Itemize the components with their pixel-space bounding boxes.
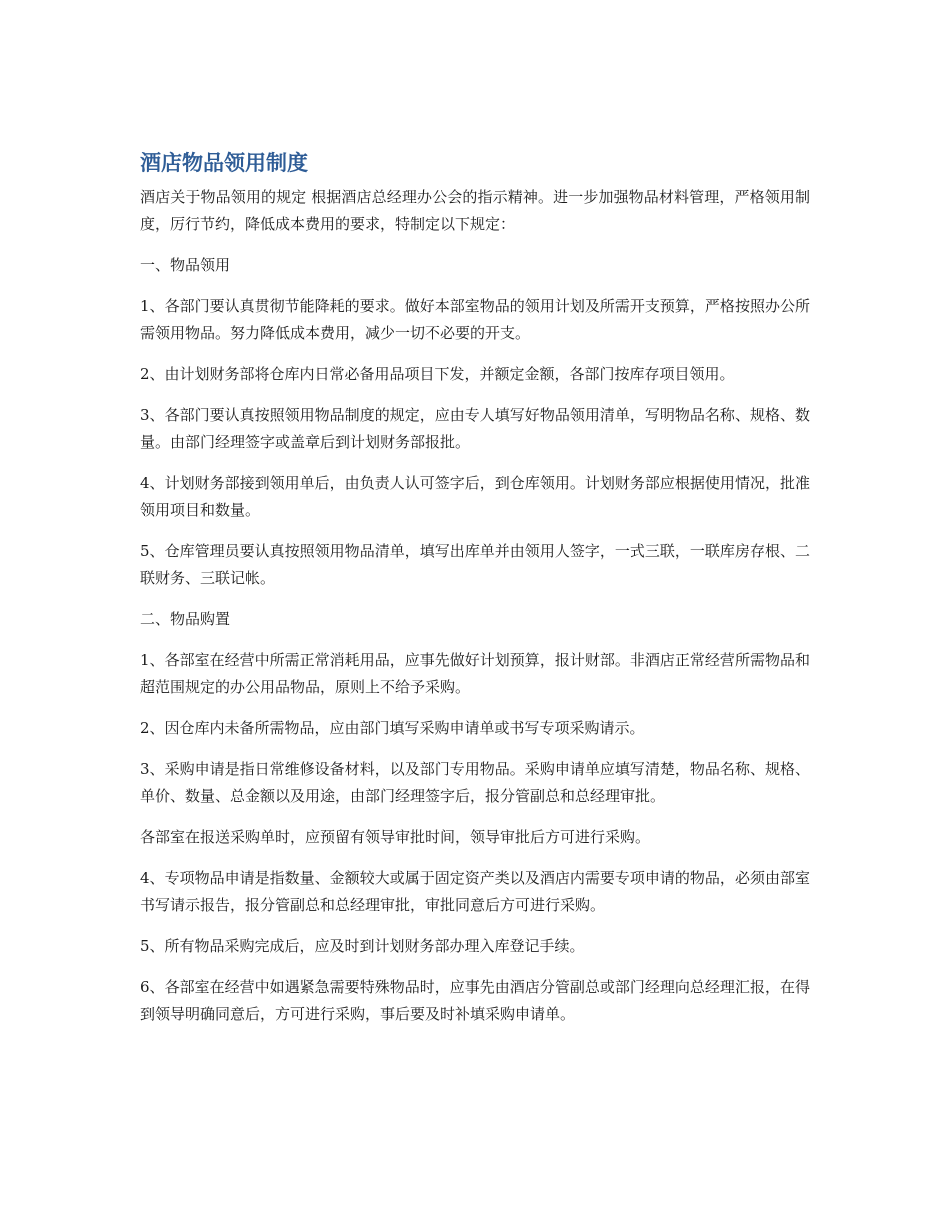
document-title: 酒店物品领用制度	[140, 151, 308, 175]
document-page	[140, 148, 810, 1042]
purchase-rule-4: 4、专项物品申请是指数量、金额较大或属于固定资产类以及酒店内需要专项申请的物品，必须由部室书写请示报告，报分管副总和总经理审批，审批同意后方可进行采购。	[140, 869, 810, 914]
collection-rule-5: 5、仓库管理员要认真按照领用物品清单，填写出库单并由领用人签字，一式三联，一联库房存根、二联财务、三联记帐。	[140, 542, 810, 587]
purchase-rule-3: 3、采购申请是指日常维修设备材料，以及部门专用物品。采购申请单应填写清楚，物品名称、规格、单价、数量、总金额以及用途，由部门经理签字后，报分管副总和总经理审批。	[140, 760, 810, 805]
section-heading-item-collection: 一、物品领用	[140, 256, 231, 274]
collection-rule-4: 4、计划财务部接到领用单后，由负责人认可签字后，到仓库领用。计划财务部应根据使用情况，批准领用项目和数量。	[140, 474, 810, 519]
intro-paragraph: 酒店关于物品领用的规定 根据酒店总经理办公会的指示精神。进一步加强物品材料管理，严格领用制度，厉行节约，降低成本费用的要求，特制定以下规定：	[140, 188, 810, 233]
collection-rule-3: 3、各部门要认真按照领用物品制度的规定，应由专人填写好物品领用清单，写明物品名称、规格、数量。由部门经理签字或盖章后到计划财务部报批。	[140, 406, 810, 451]
purchase-rule-5: 5、所有物品采购完成后，应及时到计划财务部办理入库登记手续。	[140, 937, 585, 955]
purchase-rule-1: 1、各部室在经营中所需正常消耗用品，应事先做好计划预算，报计财部。非酒店正常经营所需物品和超范围规定的办公用品物品，原则上不给予采购。	[140, 651, 810, 696]
purchase-rule-6: 6、各部室在经营中如遇紧急需要特殊物品时，应事先由酒店分管副总或部门经理向总经理汇报，在得到领导明确同意后，方可进行采购，事后要及时补填采购申请单。	[140, 978, 810, 1023]
collection-rule-1: 1、各部门要认真贯彻节能降耗的要求。做好本部室物品的领用计划及所需开支预算，严格按照办公所需领用物品。努力降低成本费用，减少一切不必要的开支。	[140, 297, 810, 342]
collection-rule-2: 2、由计划财务部将仓库内日常必备用品项目下发，并额定金额，各部门按库存项目领用。	[140, 365, 735, 383]
purchase-note: 各部室在报送采购单时，应预留有领导审批时间，领导审批后方可进行采购。	[140, 828, 651, 846]
section-heading-item-purchase: 二、物品购置	[140, 610, 231, 628]
purchase-rule-2: 2、因仓库内未备所需物品，应由部门填写采购申请单或书写专项采购请示。	[140, 719, 645, 737]
